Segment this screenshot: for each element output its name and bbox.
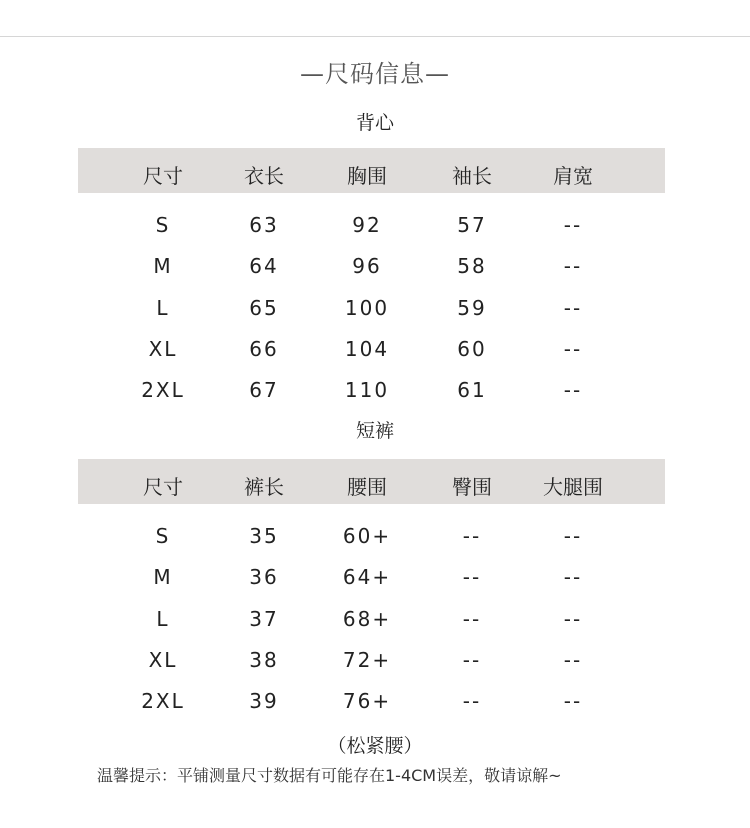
header-cell: 肩宽 — [553, 164, 593, 188]
value-cell: 64 — [249, 254, 279, 278]
value-cell: 66 — [249, 337, 279, 361]
header-cell: 尺寸 — [143, 164, 183, 188]
size-cell: 2XL — [141, 378, 185, 402]
table-row — [78, 337, 665, 365]
value-cell: 60 — [457, 337, 487, 361]
size-cell: S — [155, 524, 171, 548]
value-cell: -- — [563, 524, 583, 548]
value-cell: 39 — [249, 689, 279, 713]
table-row — [78, 565, 665, 593]
value-cell: -- — [563, 689, 583, 713]
table-row — [78, 689, 665, 717]
value-cell: 64+ — [342, 565, 392, 589]
table-header-vest — [78, 148, 665, 193]
header-cell: 衣长 — [244, 164, 284, 188]
header-cell: 胸围 — [347, 164, 387, 188]
value-cell: -- — [462, 607, 482, 631]
value-cell: 76+ — [342, 689, 392, 713]
value-cell: 58 — [457, 254, 487, 278]
value-cell: -- — [563, 296, 583, 320]
table-row — [78, 296, 665, 324]
value-cell: -- — [563, 378, 583, 402]
value-cell: 60+ — [342, 524, 392, 548]
value-cell: 59 — [457, 296, 487, 320]
size-cell: 2XL — [141, 689, 185, 713]
size-cell: L — [156, 607, 170, 631]
value-cell: -- — [462, 565, 482, 589]
value-cell: 36 — [249, 565, 279, 589]
size-cell: L — [156, 296, 170, 320]
value-cell: 96 — [352, 254, 382, 278]
value-cell: 67 — [249, 378, 279, 402]
table-row — [78, 607, 665, 635]
header-cell: 袖长 — [452, 164, 492, 188]
value-cell: 104 — [344, 337, 390, 361]
table-row — [78, 254, 665, 282]
value-cell: 110 — [344, 378, 390, 402]
value-cell: -- — [462, 689, 482, 713]
value-cell: 57 — [457, 213, 487, 237]
top-divider — [0, 36, 750, 37]
value-cell: 68+ — [342, 607, 392, 631]
value-cell: -- — [563, 213, 583, 237]
table-row — [78, 648, 665, 676]
header-cell: 臀围 — [452, 475, 492, 499]
value-cell: 61 — [457, 378, 487, 402]
value-cell: -- — [563, 254, 583, 278]
size-cell: M — [153, 565, 173, 589]
value-cell: -- — [563, 337, 583, 361]
section-title-shorts: 短裤 — [355, 420, 394, 442]
value-cell: 35 — [249, 524, 279, 548]
table-header-shorts — [78, 459, 665, 504]
value-cell: -- — [462, 648, 482, 672]
value-cell: 65 — [249, 296, 279, 320]
value-cell: -- — [563, 607, 583, 631]
table-row — [78, 378, 665, 406]
header-cell: 裤长 — [244, 475, 284, 499]
waist-note: （松紧腰） — [327, 735, 423, 757]
value-cell: 100 — [344, 296, 390, 320]
value-cell: 92 — [352, 213, 382, 237]
value-cell: 72+ — [342, 648, 392, 672]
header-cell: 大腿围 — [543, 475, 603, 499]
size-cell: S — [155, 213, 171, 237]
size-cell: XL — [148, 337, 178, 361]
value-cell: -- — [563, 648, 583, 672]
table-row — [78, 524, 665, 552]
section-title-vest: 背心 — [355, 112, 394, 134]
value-cell: -- — [462, 524, 482, 548]
header-cell: 尺寸 — [143, 475, 183, 499]
table-row — [78, 213, 665, 241]
measurement-tip: 温馨提示：平铺测量尺寸数据有可能存在1-4CM误差，敬请谅解~ — [97, 766, 562, 785]
page-title: —尺码信息— — [300, 60, 450, 88]
size-cell: M — [153, 254, 173, 278]
value-cell: 37 — [249, 607, 279, 631]
value-cell: 63 — [249, 213, 279, 237]
value-cell: -- — [563, 565, 583, 589]
value-cell: 38 — [249, 648, 279, 672]
header-cell: 腰围 — [347, 475, 387, 499]
size-cell: XL — [148, 648, 178, 672]
